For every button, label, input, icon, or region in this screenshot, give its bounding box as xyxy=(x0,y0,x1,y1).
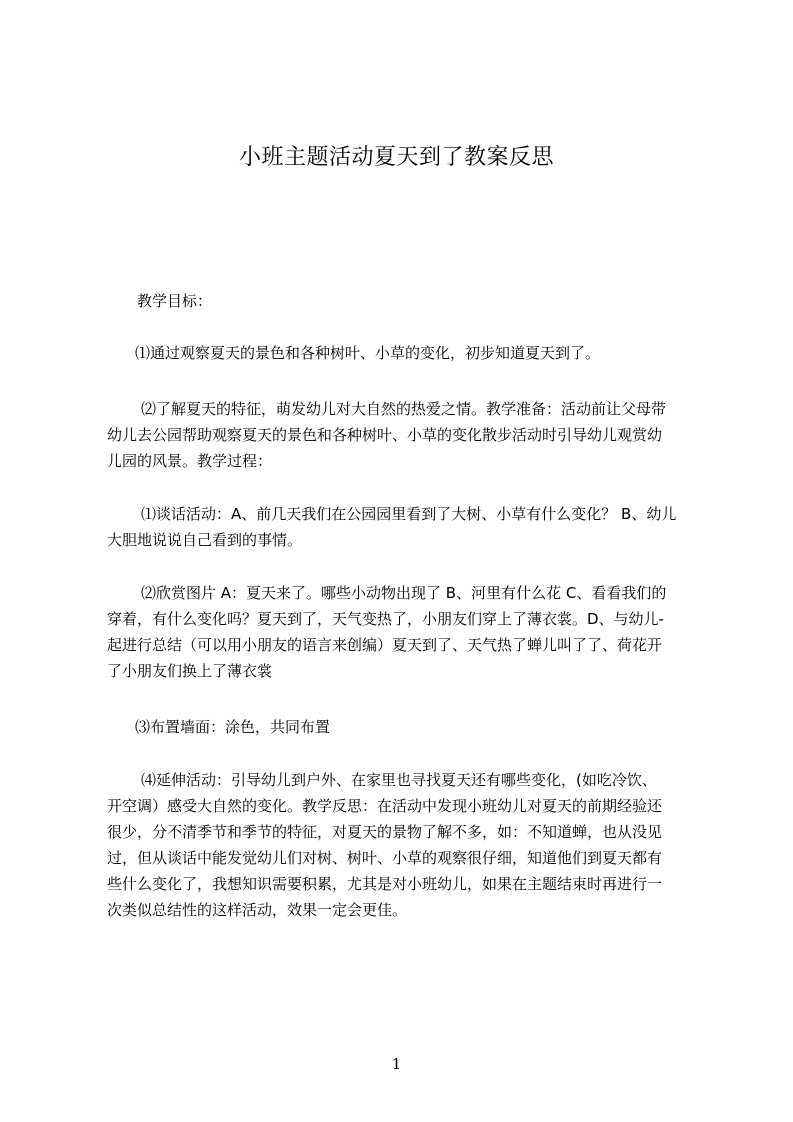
text-line: 次类似总结性的这样活动，效果一定会更佳。 xyxy=(107,901,408,919)
paragraph-process-pictures xyxy=(107,580,707,684)
text-line: 了小朋友们换上了薄衣裳 xyxy=(107,662,273,680)
text-line: 教学目标： xyxy=(137,292,213,310)
text-line: 些什么变化了，我想知识需要积累，尤其是对小班幼儿，如果在主题结束时再进行一 xyxy=(107,875,663,893)
document-title: 小班主题活动夏天到了教案反思 xyxy=(238,145,554,170)
text-line: ⑴通过观察夏天的景色和各种树叶、小草的变化，初步知道夏天到了。 xyxy=(135,344,601,362)
text-line: 很少，分不清季节和季节的特征，对夏天的景物了解不多，如：不知道蝉，也从没见 xyxy=(107,823,663,841)
text-line: 幼儿去公园帮助观察夏天的景色和各种树叶、小草的变化散步活动时引导幼儿观赏幼 xyxy=(107,426,663,444)
paragraph-process-talk xyxy=(107,501,707,553)
paragraph-goal-2 xyxy=(107,396,707,474)
text-line: 开空调）感受大自然的变化。教学反思：在活动中发现小班幼儿对夏天的前期经验还 xyxy=(107,797,663,815)
text-line: ⑵了解夏天的特征，萌发幼儿对大自然的热爱之情。教学准备：活动前让父母带 xyxy=(141,400,667,418)
text-line: 儿园的风景。教学过程： xyxy=(107,452,273,470)
paragraph-teaching-goals-heading xyxy=(107,288,707,314)
text-line: 过，但从谈话中能发觉幼儿们对树、树叶、小草的观察很仔细，知道他们到夏天都有 xyxy=(107,849,663,867)
paragraph-process-wall xyxy=(107,714,707,740)
text-line: 大胆地说说自己看到的事情。 xyxy=(107,531,303,549)
text-line: 起进行总结（可以用小朋友的语言来创编）夏天到了、天气热了蝉儿叫了了、荷花开 xyxy=(107,636,663,654)
text-line: ⑶布置墙面：涂色，共同布置 xyxy=(135,718,331,736)
text-line: ⑷延伸活动：引导幼儿到户外、在家里也寻找夏天还有哪些变化，(如吃冷饮、 xyxy=(141,771,657,789)
text-line: ⑴谈话活动：A、前几天我们在公园园里看到了大树、小草有什么变化？ B、幼儿 xyxy=(141,505,677,523)
text-line: ⑵欣赏图片 A：夏天来了。哪些小动物出现了 B、河里有什么花 C、看看我们的 xyxy=(141,584,667,602)
text-line: 穿着，有什么变化吗？夏天到了，天气变热了，小朋友们穿上了薄衣裳。D、与幼儿- xyxy=(107,610,664,628)
page-number: 1 xyxy=(391,1055,402,1073)
paragraph-goal-1 xyxy=(107,340,707,366)
paragraph-extension-reflection xyxy=(107,767,707,923)
